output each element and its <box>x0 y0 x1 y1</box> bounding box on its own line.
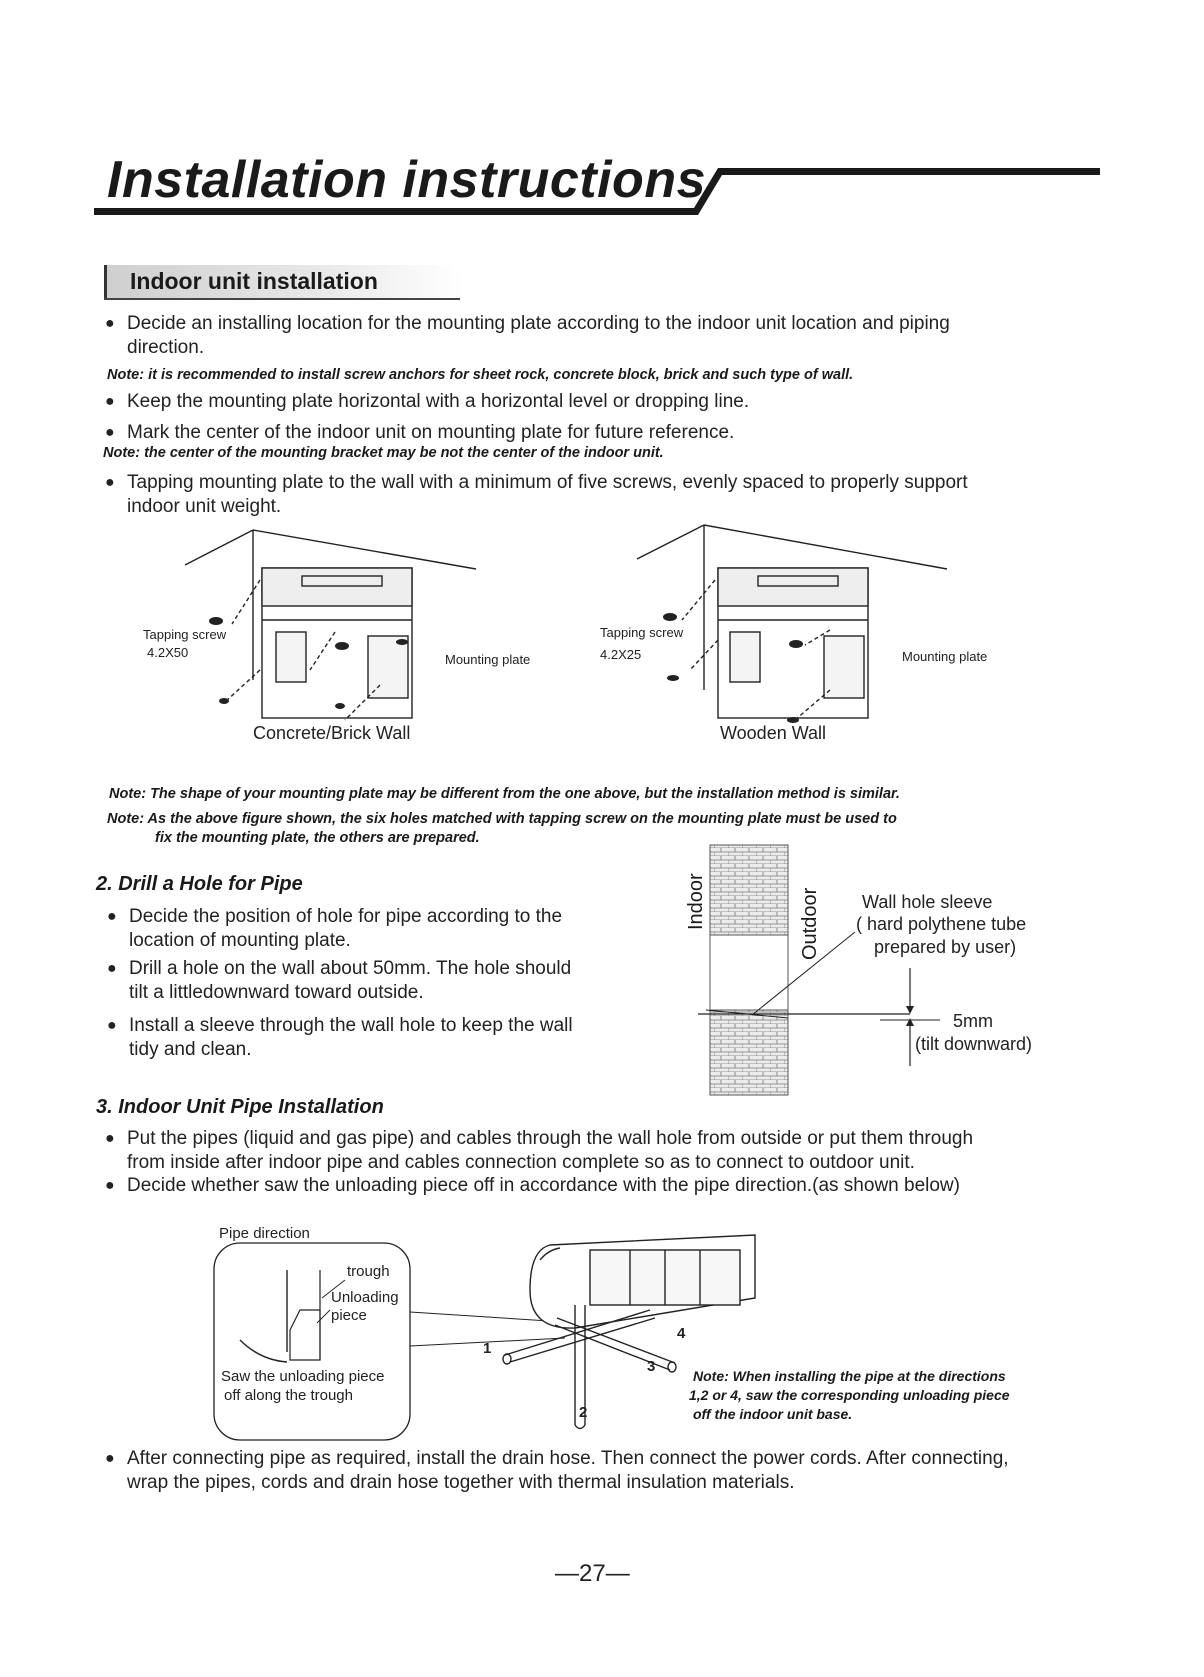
right-plate-label: Mounting plate <box>902 649 988 664</box>
bullet-text: Tapping mounting plate to the wall with a minimum of five screws, evenly spaced to properly support <box>127 472 968 493</box>
bullet-mark-center <box>105 421 735 445</box>
bullet-text: tidy and clean. <box>129 1039 252 1060</box>
bullet-text: location of mounting plate. <box>129 930 351 951</box>
outdoor-label: Outdoor <box>799 887 821 960</box>
bullet-text: Decide an installing location for the mounting plate according to the indoor unit location and piping <box>127 313 950 334</box>
direction-2: 2 <box>579 1404 588 1421</box>
bullet-text: Put the pipes (liquid and gas pipe) and cables through the wall hole from outside or put them through <box>127 1128 974 1149</box>
note-plate-shape: Note: The shape of your mounting plate may be different from the one above, but the installation method is similar. <box>109 786 900 802</box>
pipe-bullet-route <box>105 1127 974 1175</box>
wooden-wall-drawing <box>637 525 947 720</box>
page-number-value: 27 <box>579 1560 606 1587</box>
sleeve-label-1: Wall hole sleeve <box>862 892 993 912</box>
pipe-bullet-unloading <box>105 1174 960 1198</box>
bullet-text: tilt a littledownward toward outside. <box>129 982 424 1003</box>
section-header <box>104 265 462 299</box>
title-rule <box>0 0 1204 230</box>
pipe-direction-diagram <box>0 1230 1204 1470</box>
bullet-text: wrap the pipes, cords and drain hose together with thermal insulation materials. <box>127 1472 795 1493</box>
pipe-note-2: 1,2 or 4, saw the corresponding unloading piece <box>689 1387 1010 1403</box>
note-screw-anchors: Note: it is recommended to install screw anchors for sheet rock, concrete block, brick and such type of wall. <box>107 367 854 383</box>
pipe-heading: 3. Indoor Unit Pipe Installation <box>96 1096 384 1118</box>
page-number-dash: — <box>555 1560 579 1587</box>
trough-label: trough <box>347 1263 390 1280</box>
bullet-text: from inside after indoor pipe and cables connection complete so as to connect to outdoor unit. <box>127 1152 915 1173</box>
bullet-text: Decide the position of hole for pipe according to the <box>129 906 563 927</box>
bullet-dot: ● <box>107 960 117 977</box>
right-screw-label: Tapping screw <box>600 625 684 640</box>
pipe-note-3: off the indoor unit base. <box>693 1406 853 1422</box>
bullet-dot: ● <box>105 1130 115 1147</box>
note-bracket-center: Note: the center of the mounting bracket may be not the center of the indoor unit. <box>103 445 664 461</box>
right-screw-size: 4.2X25 <box>600 647 642 662</box>
note-six-holes-cont: fix the mounting plate, the others are prepared. <box>155 830 480 846</box>
left-screw-label: Tapping screw <box>143 627 227 642</box>
left-screw-size: 4.2X50 <box>147 645 189 660</box>
right-caption: Wooden Wall <box>720 723 827 743</box>
bullet-dot: ● <box>105 315 115 332</box>
section-title: Indoor unit installation <box>130 268 378 294</box>
page-number <box>555 1560 630 1588</box>
page-title: Installation instructions <box>107 151 706 209</box>
piece-label: piece <box>331 1307 367 1324</box>
saw-label-1: Saw the unloading piece <box>221 1368 385 1385</box>
indoor-label: Indoor <box>685 873 707 930</box>
bullet-dot: ● <box>105 474 115 491</box>
pipe-direction-label: Pipe direction <box>219 1225 310 1242</box>
unloading-label: Unloading <box>331 1289 399 1306</box>
bullet-location <box>105 312 950 360</box>
direction-4: 4 <box>677 1325 686 1342</box>
pipe-bullet-drain <box>105 1447 1009 1495</box>
tilt-dimension: 5mm <box>953 1011 993 1031</box>
bullet-screws <box>105 471 968 519</box>
pipe-note-1: Note: When installing the pipe at the directions <box>693 1368 1006 1384</box>
direction-3: 3 <box>647 1358 656 1375</box>
bullet-text: After connecting pipe as required, install the drain hose. Then connect the power cords. After connecting, <box>127 1448 1009 1469</box>
saw-label-2: off along the trough <box>224 1387 353 1404</box>
sleeve-label-3: prepared by user) <box>874 937 1017 957</box>
indoor-unit-drawing <box>530 1235 755 1328</box>
bullet-text: Drill a hole on the wall about 50mm. The hole should <box>129 958 572 979</box>
bullet-text: Keep the mounting plate horizontal with a horizontal level or dropping line. <box>127 391 750 412</box>
drill-heading: 2. Drill a Hole for Pipe <box>96 873 303 895</box>
bullet-dot: ● <box>107 908 117 925</box>
tilt-note: (tilt downward) <box>915 1034 1033 1054</box>
bullet-text: Install a sleeve through the wall hole to keep the wall <box>129 1015 573 1036</box>
direction-1: 1 <box>483 1340 492 1357</box>
bullet-dot: ● <box>105 393 115 410</box>
concrete-wall-drawing <box>185 530 476 720</box>
bullet-text: direction. <box>127 337 205 358</box>
page-number-dash: — <box>605 1560 630 1587</box>
left-plate-label: Mounting plate <box>445 652 531 667</box>
bullet-dot: ● <box>105 1177 115 1194</box>
bullet-horizontal <box>105 390 750 414</box>
bullet-dot: ● <box>105 1450 115 1467</box>
bullet-dot: ● <box>105 424 115 441</box>
left-caption: Concrete/Brick Wall <box>253 723 411 743</box>
bullet-text: Mark the center of the indoor unit on mounting plate for future reference. <box>127 422 735 443</box>
bullet-dot: ● <box>107 1017 117 1034</box>
bullet-text: Decide whether saw the unloading piece off in accordance with the pipe direction.(as shown below) <box>127 1175 960 1196</box>
sleeve-label-2: ( hard polythene tube <box>856 914 1027 934</box>
bullet-text: indoor unit weight. <box>127 496 282 517</box>
wall-hole-diagram <box>0 840 1204 1100</box>
note-six-holes: Note: As the above figure shown, the six holes matched with tapping screw on the mounting plate must be used to <box>107 811 897 827</box>
section-underline <box>104 298 460 300</box>
